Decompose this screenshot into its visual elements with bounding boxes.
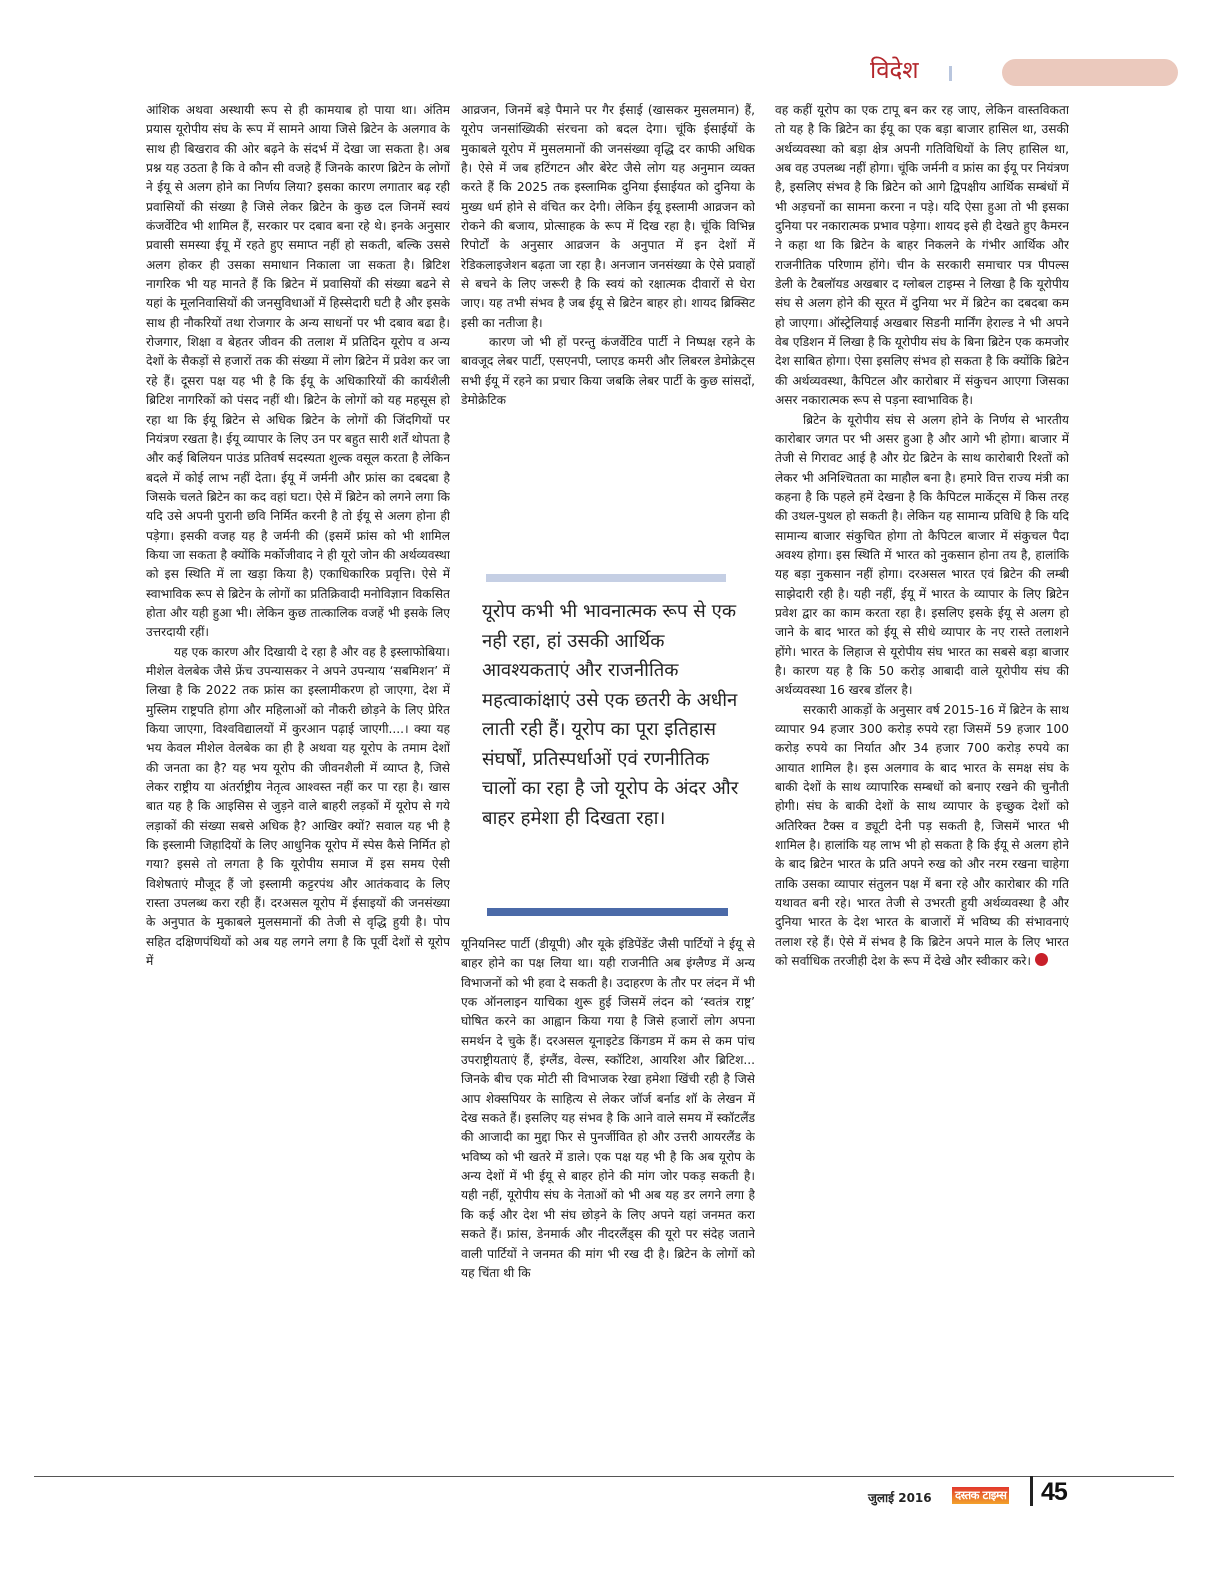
article-paragraph: आंशिक अथवा अस्थायी रूप से ही कामयाब हो पाया था। अंतिम प्रयास यूरोपीय संघ के रूप में सामने आया जिसे ब्रिटेन के अलगाव के साथ ही बिखराव की ओर बढ़ने के संदर्भ में देखा जा सकता है। अब प्रश्न यह उठता है कि वे कौन सी वजहे हैं जिनके कारण ब्रिटेन के लोगों ने ईयू से अलग होने का निर्णय लिया? इसका कारण लगातार बढ़ रही प्रवासियों की संख्या है जिसे लेकर ब्रिटेन के कुछ दल जिनमें स्वयं कंजर्वेटिव भी शामिल हैं, सरकार पर दबाव बना रहे थे। इनके अनुसार प्रवासी समस्या ईयू में रहते हुए समाप्त नहीं हो सकती, बल्कि उससे अलग होकर ही उसका समाधान निकाला जा सकता है। ब्रिटिश नागरिक भी यह मानते हैं कि ब्रिटेन में प्रवासियों की संख्या बढने से यहां के मूलनिवासियों की जनसुविधाओं में हिस्सेदारी घटी है और इसके साथ ही नौकरियों तथा रोजगार के अन्य साधनों पर भी दबाव बढा है। रोजगार, शिक्षा व बेहतर जीवन की तलाश में प्रतिदिन यूरोप व अन्य देशों के सैकड़ों से हजारों तक की संख्या में लोग ब्रिटेन में प्रवेश कर जा रहे हैं। दूसरा पक्ष यह भी है कि ईयू के अधिकारियों की कार्यशैली ब्रिटिश नागरिकों को पंसद नहीं थी। ब्रिटेन के लोगों को यह महसूस हो रहा था कि ईयू ब्रिटेन से अधिक ब्रिटेन के लोगों की जिंदगियों पर नियंत्रण रखता है। ईयू व्यापार के लिए उन पर बहुत सारी शर्तें थोपता है और कई बिलियन पाउंड प्रतिवर्ष सदस्यता शुल्क वसूल करता है लेकिन बदले में कोई लाभ नहीं देता। ईयू में जर्मनी और फ्रांस का दबदबा है जिसके चलते ब्रिटेन का कद वहां घटा। ऐसे में ब्रिटेन को लगने लगा कि यदि उसे अपनी पुरानी छवि निर्मित करनी है तो ईयू से अलग होना ही पड़ेगा। इसकी वजह यह है जर्मनी की (इसमें फ्रांस को भी शामिल किया जा सकता है क्योंकि मर्कोजीवाद ने ही यूरो जोन की अर्थव्यवस्था को इस स्थिति में ला खड़ा किया है) एकाधिकारिक प्रवृत्ति। ऐसे में स्वाभाविक रूप से ब्रिटेन के लोगों का प्रतिक्रिवादी मनोविज्ञान विकसित होता और यही हुआ भी। लेकिन कुछ तात्कालिक वजहें भी इसके लिए उत्तरदायी रहीं। <box>146 103 450 640</box>
footer-date: जुलाई 2016 <box>868 1491 932 1505</box>
section-label: विदेश <box>870 56 919 84</box>
article-paragraph: यूनियनिस्ट पार्टी (डीयूपी) और यूके इंडिपेंडेंट जैसी पार्टियों ने ईयू से बाहर होने का पक्ष लिया था। यही राजनीति अब इंग्लैण्ड में अन्य विभाजनों को भी हवा दे सकती है। उदाहरण के तौर पर लंदन में भी एक ऑनलाइन याचिका शुरू हुई जिसमें लंदन को ‘स्वतंत्र राष्ट्र’ घोषित करने का आह्वान किया गया है जिसे हजारों लोग अपना समर्थन दे चुके हैं। दरअसल यूनाइटेड किंगडम में कम से कम पांच उपराष्ट्रीयताएं हैं, इंग्लैंड, वेल्स, स्कॉटिश, आयरिश और ब्रिटिश... जिनके बीच एक मोटी सी विभाजक रेखा हमेशा खिंची रही है जिसे आप शेक्सपियर के साहित्य से लेकर जॉर्ज बर्नाड शॉ के लेखन में देख सकते हैं। इसलिए यह संभव है कि आने वाले समय में स्कॉटलैंड की आजादी का मुद्दा फिर से पुनर्जीवित हो और उत्तरी आयरलैंड के भविष्य को भी खतरे में डाले। एक पक्ष यह भी है कि अब यूरोप के अन्य देशों में भी ईयू से बाहर होने की मांग जोर पकड़ सकती है। यही नहीं, यूरोपीय संघ के नेताओं को भी अब यह डर लगने लगा है कि कई और देश भी संघ छोड़ने के लिए अपने यहां जनमत करा सकते हैं। फ्रांस, डेनमार्क और नीदरलैंड्स की यूरो पर संदेह जताने वाली पार्टियों ने जनमत की मांग भी रख दी है। ब्रिटेन के लोगों को यह चिंता थी कि <box>461 937 755 1280</box>
article-column-3 <box>775 101 1069 1479</box>
section-decoration-pill <box>1002 59 1178 86</box>
footer-divider <box>1030 1476 1033 1506</box>
pull-quote-bottom-rule <box>487 908 728 916</box>
article-paragraph: वह कहीं यूरोप का एक टापू बन कर रह जाए, लेकिन वास्तविकता तो यह है कि ब्रिटेन का ईयू का एक बड़ा बाजार हासिल था, उसकी अर्थव्यवस्था को बड़ा क्षेत्र अपनी गतिविधियों के लिए हासिल था, अब वह उपलब्ध नहीं होगा। चूंकि जर्मनी व फ्रांस का ईयू पर नियंत्रण है, इसलिए संभव है कि ब्रिटेन को आगे द्विपक्षीय आर्थिक सम्बंधों में भी अड़चनों का सामना करना न पड़े। यदि ऐसा हुआ तो भी इसका दुनिया पर नकारात्मक प्रभाव पड़ेगा। शायद इसे ही देखते हुए कैमरन ने कहा था कि ब्रिटेन के बाहर निकलने के गंभीर आर्थिक और राजनीतिक परिणाम होंगे। चीन के सरकारी समाचार पत्र पीपल्स डेली के टैबलॉयड अखबार द ग्लोबल टाइम्स ने लिखा है कि यूरोपीय संघ से अलग होने की सूरत में दुनिया भर में ब्रिटेन का दबदबा कम हो जाएगा। ऑस्ट्रेलियाई अखबार सिडनी मार्निंग हेराल्ड ने भी अपने वेब एडिशन में लिखा है कि यूरोपीय संघ के बिना ब्रिटेन एक कमजोर देश साबित होगा। ऐसा इसलिए संभव हो सकता है कि क्योंकि ब्रिटेन की अर्थव्यवस्था, कैपिटल और कारोबार में संकुचन आएगा जिसका असर नकारात्मक रूप से पड़ना स्वाभाविक है। <box>775 103 1069 408</box>
article-column-2-bottom <box>461 935 755 1480</box>
article-paragraph: आव्रजन, जिनमें बड़े पैमाने पर गैर ईसाई (खासकर मुसलमान) हैं, यूरोप जनसांख्यिकी संरचना को बदल देगा। चूंकि ईसाईयों के मुकाबले यूरोप में मुसलमानों की जनसंख्या वृद्धि दर काफी अधिक है। ऐसे में जब हटिंगटन और बेरेट जैसे लोग यह अनुमान व्यक्त करते हैं कि 2025 तक इस्लामिक दुनिया ईसाईयत को दुनिया के मुख्य धर्म होने से वंचित कर देगी। लेकिन ईयू इस्लामी आव्रजन को रोकने की बजाय, प्रोत्साहक के रूप में दिख रहा है। चूंकि विभिन्न रिपोर्टों के अनुसार आव्रजन के अनुपात में इन देशों में रेडिकलाइजेशन बढ़ता जा रहा है। अनजान जनसंख्या के ऐसे प्रवाहों से बचने के लिए जरूरी है कि स्वयं को रक्षात्मक दीवारों से घेरा जाए। यह तभी संभव है जब ईयू से ब्रिटेन बाहर हो। शायद ब्रिक्सिट इसी का नतीजा है। <box>461 103 755 330</box>
footer-rule <box>34 1476 1174 1477</box>
article-column-1 <box>146 101 450 1479</box>
article-paragraph-text: सरकारी आकड़ों के अनुसार वर्ष 2015-16 में ब्रिटेन के साथ व्यापार 94 हजार 300 करोड़ रुपये रहा जिसमें 59 हजार 100 करोड़ रुपये का निर्यात और 34 हजार 700 करोड़ रुपये का आयात शामिल है। इस अलगाव के बाद भारत के समक्ष संघ के बाकी देशों के साथ व्यापारिक सम्बधों को बनाए रखने की चुनौती होगी। संघ के बाकी देशों के साथ व्यापार के इच्छुक देशों को अतिरिक्त टैक्स व ड्यूटी देनी पड़ सकती है, जिसमें भारत भी शामिल है। हालांकि यह लाभ भी हो सकता है कि ईयू से अलग होने के बाद ब्रिटेन भारत के प्रति अपने रुख को और नरम रखना चाहेगा ताकि उसका व्यापार संतुलन पक्ष में बना रहे और कारोबार की गति यथावत बनी रहे। भारत तेजी से उभरती हुयी अर्थव्यवस्था है और दुनिया भारत के देश भारत के बाजारों में भविष्य की संभावनाएं तलाश रहे हैं। ऐसे में संभव है कि ब्रिटेन अपने माल के लिए भारत को सर्वाधिक तरजीही देश के रूप में देखे और स्वीकार करे। <box>775 702 1069 969</box>
section-divider <box>949 66 952 81</box>
pull-quote-top-rule <box>486 574 726 582</box>
magazine-logo: दस्तक टाइम्स <box>952 1487 1009 1504</box>
end-of-article-dot-icon <box>1035 953 1048 966</box>
pull-quote: यूरोप कभी भी भावनात्मक रूप से एक नही रहा, हां उसकी आर्थिक आवश्यकताएं और राजनीतिक महत्वाकांक्षाएं उसे एक छतरी के अधीन लाती रही हैं। यूरोप का पूरा इतिहास संघर्षों, प्रतिस्पर्धाओं एवं रणनीतिक चालों का रहा है जो यूरोप के अंदर और बाहर हमेशा ही दिखता रहा। <box>482 601 739 829</box>
article-paragraph: यह एक कारण और दिखायी दे रहा है और वह है इस्लाफोबिया। मीशेल वेलबेक जैसे फ्रेंच उपन्यासकर ने अपने उपन्याय ‘सबमिशन’ में लिखा है कि 2022 तक फ्रांस का इस्लामीकरण हो जाएगा, देश में मुस्लिम राष्ट्रपति होगा और महिलाओं को नौकरी छोड़ने के लिए प्रेरित किया जाएगा, विश्वविद्यालयों में कुरआन पढ़ाई जाएगी....। क्या यह भय केवल मीशेल वेलबेक का ही है अथवा यह यूरोप के तमाम देशों की जनता का है? यह भय यूरोप की जीवनशैली में व्याप्त है, जिसे लेकर राष्ट्रीय या अंतर्राष्ट्रीय नेतृत्व आश्वस्त नहीं कर पा रहा है। खास बात यह है कि आइसिस से जुड़ने वाले बाहरी लड़कों में यूरोप से गये लड़ाकों की संख्या सबसे अधिक है? आखिर क्यों? सवाल यह भी है कि इस्लामी जिहादियों के लिए आधुनिक यूरोप में स्पेस कैसे निर्मित हो गया? इससे तो लगता है कि यूरोपीय समाज में इस समय ऐसी विशेषताएं मौजूद हैं जो इस्लामी कट्टरपंथ और आतंकवाद के लिए रास्ता उपलब्ध करा रही हैं। दरअसल यूरोप में ईसाइयों की जनसंख्या के अनुपात के मुकाबले मुलसमानों की तेजी से वृद्धि हुयी है। पोप सहित दक्षिणपंथियों को अब यह लगने लगा है कि पूर्वी देशों से यूरोप में <box>146 644 450 969</box>
article-paragraph-last <box>775 701 1069 972</box>
article-paragraph: कारण जो भी हों परन्तु कंजर्वेटिव पार्टी ने निष्पक्ष रहने के बावजूद लेबर पार्टी, एसएनपी, प्लाएड कमरी और लिबरल डेमोक्रेट्स सभी ईयू में रहने का प्रचार किया जबकि लेबर पार्टी के कुछ सांसदों, डेमोक्रेटिक <box>461 335 755 408</box>
article-paragraph: ब्रिटेन के यूरोपीय संघ से अलग होने के निर्णय से भारतीय कारोबार जगत पर भी असर हुआ है और आगे भी होगा। बाजार में तेजी से गिरावट आई है और ग्रेट ब्रिटेन के साथ कारोबारी रिश्तों को लेकर भी अनिश्चितता का माहौल बना है। हमारे वित्त राज्य मंत्री का कहना है कि पहले हमें देखना है कि कैपिटल मार्केट्स में किस तरह की उथल-पुथल हो सकती है। लेकिन यह सामान्य प्रविधि है कि यदि सामान्य बाजार संकुचित होगा तो कैपिटल बाजार में संकुचल पैदा अवश्य होगा। इस स्थिति में भारत को नुकसान होना तय है, हालांकि यह बड़ा नुकसान नहीं होगा। दरअसल भारत एवं ब्रिटेन की लम्बी साझेदारी रही है। यही नहीं, ईयू में भारत के व्यापार के लिए ब्रिटेन प्रवेश द्वार का काम करता रहा है। इसलिए इसके ईयू से अलग हो जाने के बाद भारत को ईयू से सीधे व्यापार के नए रास्ते तलाशने होंगे। भारत के लिहाज से यूरोपीय संघ भारत का सबसे बड़ा बाजार है। कारण यह है कि 50 करोड़ आबादी वाले यूरोपीय संघ की अर्थव्यवस्था 16 खरब डॉलर है। <box>775 412 1069 698</box>
page-number: 45 <box>1041 1478 1067 1506</box>
article-column-2-top <box>461 101 755 561</box>
